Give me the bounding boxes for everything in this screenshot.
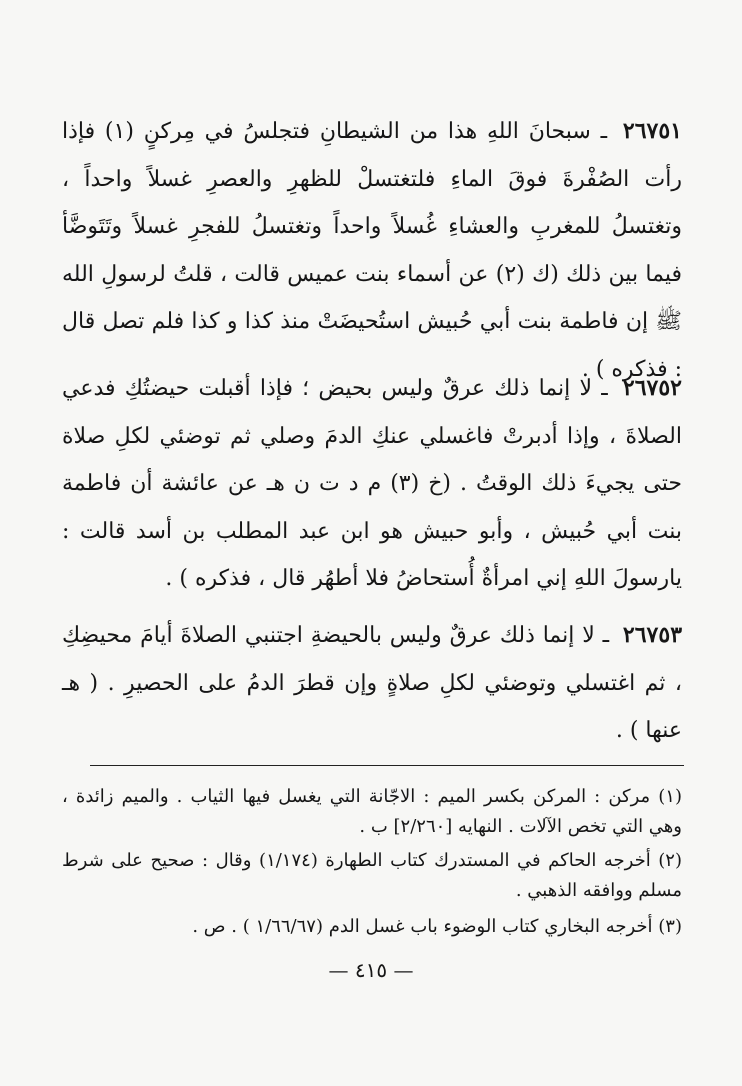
footnote: (٢) أخرجه الحاكم في المستدرك كتاب الطهارة (١/١٧٤) وقال : صحيح على شرط مسلم ووافقه الذهبي .	[62, 850, 682, 901]
page-number: — ٤١٥ —	[328, 958, 414, 982]
footnote: (١) مركن : المركن بكسر الميم : الاجّانة التي يغسل فيها الثياب . والميم زائدة ، وهي التي تخص الآلات . النهايه [٢/٢٦٠] ب .	[62, 786, 682, 837]
hadith-paragraph	[62, 365, 682, 603]
hadith-number: ٢٦٧٥١	[622, 118, 682, 144]
hadith-text: ـ لا إنما ذلك عرقٌ وليس بالحيضةِ اجتنبي الصلاةَ أيامَ محيضِكِ ، ثم اغتسلي وتوضئي لكلِ صلاةٍ وإن قطرَ الدمُ على الحصيرِ . ( هـ عنها ) .	[62, 623, 682, 743]
hadith-text: ـ سبحانَ اللهِ هذا من الشيطانِ فتجلسُ في مِركنٍ (١) فإذا رأت الصُفْرةَ فوقَ الماءِ فلتغتسلْ للظهرِ والعصرِ غسلاً واحداً ، وتغتسلُ للمغربِ والعشاءِ غُسلاً واحداً وتغتسلُ للفجرِ غسلاً وتَتَوضَّأ فيما بين ذلك (ك (٢) عن أسماء بنت عميس قالت ، قلتُ لرسولِ الله ﷺ إن فاطمة بنت أبي حُبيش استُحيضَتْ منذ كذا و كذا فلم تصل قال : فذكره ) .	[62, 119, 682, 382]
footnote: (٣) أخرجه البخاري كتاب الوضوء باب غسل الدم (١/٦٦/٦٧ ) . ص .	[192, 916, 682, 937]
hadith-paragraph	[62, 612, 682, 755]
hadith-number: ٢٦٧٥٣	[622, 622, 683, 648]
hadith-number: ٢٦٧٥٢	[622, 375, 682, 401]
footnote-divider	[90, 765, 684, 766]
hadith-text: ـ لا إنما ذلك عرقٌ وليس بحيض ؛ فإذا أقبلت حيضتُكِ فدعي الصلاةَ ، وإذا أدبرتْ فاغسلي عنكِ الدمَ وصلي ثم توضئي لكلِ صلاة حتى يجيءَ ذلك الوقتُ . (خ (٣) م د ت ن هـ عن عائشة أن فاطمة بنت أبي حُبيش ، وأبو حبيش هو ابن عبد المطلب بن أسد قالت : يارسولَ اللهِ إني امرأةٌ أُستحاضُ فلا أطهُر قال ، فذكره ) .	[62, 376, 682, 591]
hadith-paragraph	[62, 108, 682, 393]
